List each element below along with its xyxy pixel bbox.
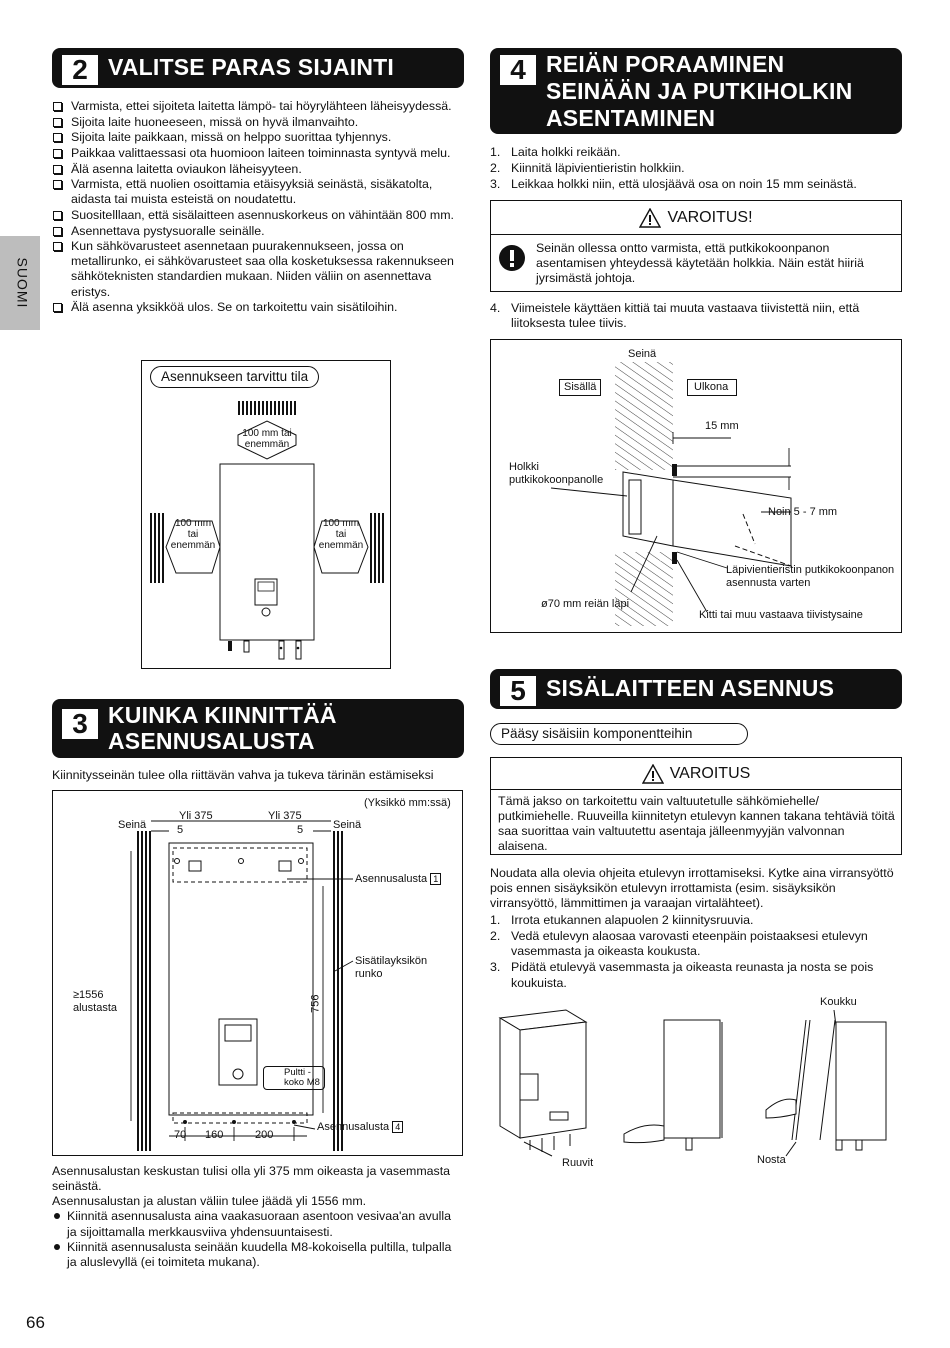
warning-triangle-icon <box>642 764 664 784</box>
section-3-header <box>52 699 464 758</box>
checklist-item: Suositelllaan, että sisälaitteen asennuskorkeus on vähintään 800 mm. <box>52 208 464 223</box>
height-label <box>73 989 117 1016</box>
warning-text: Tämä jakso on tarkoitettu vain valtuutetulle sähkömiehelle/ putkimiehelle. Ruuveilla kiinnitetyn etulevyn kannen takana tehtäviä töitä saa suorittaa vain valtuutettu asentaja jälleenmyyjän valvonnan alaisena. <box>498 794 895 854</box>
language-tab <box>0 236 40 330</box>
section-5-number: 5 <box>500 676 536 706</box>
page-number: 66 <box>26 1313 45 1332</box>
section-3-notes <box>52 1164 464 1270</box>
sleeve-label-line: putkikokoonpanolle <box>509 474 604 487</box>
drilling-steps <box>490 145 902 193</box>
clearance-figure <box>141 360 391 669</box>
unit-pipes <box>530 1134 570 1152</box>
step-text: Kiinnitä läpivientieristin holkkiin. <box>511 161 685 176</box>
dim-756: 756 <box>309 994 322 1013</box>
plate-top-label <box>355 873 441 886</box>
gap-left: 5 <box>177 824 184 836</box>
screws-label: Ruuvit <box>562 1157 594 1169</box>
checklist-item: Paikkaa valittaessasi ota huomioon laiteen toiminnasta syntyvä melu. <box>52 146 464 161</box>
warning-box-4 <box>490 200 902 292</box>
warning-header <box>491 201 901 235</box>
right-clearance-line: enemmän <box>318 540 364 551</box>
right-wall-hatch <box>370 513 384 583</box>
dim-200: 200 <box>255 1129 274 1141</box>
panel-removal-drawing <box>490 992 902 1172</box>
section-5-header <box>490 669 902 709</box>
right-clearance-line: tai <box>335 529 347 540</box>
left-clearance-line: enemmän <box>170 540 216 551</box>
checklist-item: Asennettava pystysuoralle seinälle. <box>52 224 464 239</box>
warning-triangle-icon <box>639 208 661 228</box>
section-3-title <box>108 699 337 754</box>
step-text: Irrota etukannen alapuolen 2 kiinnitysruuvia. <box>511 913 754 927</box>
inside-label: Sisällä <box>559 379 601 396</box>
screws-leader <box>524 1142 552 1156</box>
clearance-label: Asennukseen tarvittu tila <box>150 366 319 388</box>
step-item: 3. Leikkaa holkki niin, että ulosjäävä osa on noin 15 mm seinästä. <box>490 177 857 192</box>
step-item: 4. Viimeistele käyttäen kittiä tai muuta vastaava tiivistettä niin, että liitoksesta tulee tiivis. <box>490 301 860 331</box>
putty-bottom <box>672 552 677 564</box>
insulation-label <box>726 564 894 591</box>
section-3-title-line: KUINKA KIINNITTÄÄ <box>108 702 337 728</box>
step-text: Leikkaa holkki niin, että ulosjäävä osa on noin 15 mm seinästä. <box>511 177 857 192</box>
section-5-title: SISÄLAITTEEN ASENNUS <box>546 675 835 701</box>
sleeve-figure <box>490 339 902 633</box>
right-clearance-line: 100 mm <box>322 518 360 529</box>
bolt-label-line: koko M8 <box>284 1077 320 1088</box>
step-text: Vedä etulevyn alaosaa varovasti eteenpäin poistaaksesi etulevyn vasemmasta ja oikeasta koukusta. <box>511 929 868 959</box>
left-clearance-line: tai <box>187 529 199 540</box>
section-5-subtitle: Pääsy sisäisiin komponentteihin <box>490 723 748 745</box>
dim-15mm: 15 mm <box>705 420 739 432</box>
height-label-line: alustasta <box>73 1002 118 1015</box>
checklist-item: Kun sähkövarusteet asennetaan puurakennukseen, jossa on metallirunko, ei sähkövarusteet saa olla kosketuksessa rakennukseen sähköteknisten standardien mukaan. Niiden väliin on asennettava eristys. <box>52 239 464 300</box>
ceiling-hatch <box>236 401 298 415</box>
left-wall-hatch <box>137 831 151 1151</box>
checklist-item: Sijoita laite paikkaan, missä on helppo suorittaa tyhjennys. <box>52 130 464 145</box>
section-2-title: VALITSE PARAS SIJAINTI <box>108 54 394 80</box>
bolt-label-line: Pultti - <box>284 1067 311 1078</box>
outside-label: Ulkona <box>687 379 737 396</box>
left-wall-hatch <box>150 513 164 583</box>
language-tab-label: SUOMI <box>14 257 31 309</box>
top-clearance-line: enemmän <box>244 439 290 450</box>
right-clearance-text <box>316 518 366 551</box>
unit-side-lift <box>766 1020 886 1150</box>
wall-right-label: Seinä <box>333 819 362 831</box>
plate-top-num: 1 <box>430 873 441 885</box>
over375-left: Yli 375 <box>179 810 213 822</box>
step-text: Pidätä etulevyä vasemmasta ja oikeasta reunasta ja nosta se pois koukuista. <box>511 960 874 990</box>
warning-box-5 <box>490 757 902 855</box>
section-4-title-line: SEINÄÄN JA PUTKIHOLKIN <box>546 78 853 104</box>
section-3-title-line: ASENNUSALUSTA <box>108 728 315 754</box>
front-panel-steps <box>490 913 902 992</box>
hole-label: ø70 mm reiän läpi <box>541 598 630 610</box>
insulation-label-line: asennusta varten <box>726 577 811 590</box>
checklist-item: Varmista, että nuolien osoittamia etäisyyksiä seinästä, sisäkatolta, aidasta tai muista esteistä on noudatettu. <box>52 177 464 207</box>
warning-title: VAROITUS <box>669 764 751 782</box>
warning-header <box>491 758 901 790</box>
step-item: 2. Vedä etulevyn alaosaa varovasti eteenpäin poistaaksesi etulevyn vasemmasta ja oikeasta koukusta. <box>490 929 868 959</box>
wall-label: Seinä <box>628 348 657 360</box>
section-4-title <box>546 48 852 132</box>
bullet-item: Kiinnitä asennusalusta aina vaakasuoraan asentoon vesivaa'an avulla ja sijoittamalla merkkausviiva yhdensuuntaisesti. <box>52 1209 464 1239</box>
lift-leader <box>786 1142 796 1156</box>
note-bullets <box>52 1209 464 1270</box>
bolt-label <box>263 1066 325 1090</box>
unit-text: (Yksikkö mm:ssä) <box>364 797 451 809</box>
top-clearance-line: 100 mm tai <box>242 428 292 439</box>
dim-70: 70 <box>174 1129 187 1141</box>
left-clearance-line: 100 mm <box>174 518 212 529</box>
dim-160: 160 <box>205 1129 224 1141</box>
over375-right: Yli 375 <box>268 810 302 822</box>
unit-perspective <box>500 1010 586 1138</box>
insulation-plug <box>629 480 641 534</box>
warning-text: Seinän ollessa ontto varmista, että putkikokoonpanon asentamisen yhteydessä käytetään holkkia. Näin estät hiiriä jyrsimästä johtoja. <box>536 241 864 286</box>
clearance-drawing <box>142 361 392 670</box>
section-4-number: 4 <box>500 55 536 85</box>
section-4-header <box>490 48 902 134</box>
section-4-title-line: ASENTAMINEN <box>546 105 716 131</box>
step-text: Laita holkki reikään. <box>511 145 621 159</box>
note-paragraph: Asennusalustan keskustan tulisi olla yli 375 mm oikeasta ja vasemmasta seinästä. <box>52 1164 451 1194</box>
wall-left-label: Seinä <box>118 819 147 831</box>
body-label <box>355 955 427 982</box>
step-item: 3. Pidätä etulevyä vasemmasta ja oikeasta reunasta ja nosta se pois koukuista. <box>490 960 874 990</box>
plate-bottom-num: 4 <box>392 1121 403 1133</box>
location-checklist <box>52 99 464 316</box>
body-label-line: Sisätilayksikön <box>355 955 428 967</box>
height-label-line: ≥1556 <box>73 989 104 1001</box>
checklist-item: Älä asenna yksikköä ulos. Se on tarkoitettu vain sisätiloihin. <box>52 300 464 315</box>
left-clearance-text <box>168 518 218 551</box>
sleeve-label <box>509 461 603 488</box>
step-item: 1. Irrota etukannen alapuolen 2 kiinnitysruuvia. <box>490 913 754 927</box>
plate-top-text: Asennusalusta <box>355 873 428 885</box>
unit-side-pull <box>624 1020 722 1150</box>
checklist-item: Varmista, ettei sijoiteta laitetta lämpö- tai höyrylähteen läheisyydessä. <box>52 99 464 114</box>
bullet-item: Kiinnitä asennusalusta seinään kuudella M8-kokoisella pultilla, tulpalla ja aluslevyllä (ei toimiteta mukana). <box>52 1240 464 1270</box>
pipe-outer <box>673 480 791 566</box>
insulation-label-line: Läpivientieristin putkikokoonpanon <box>726 564 895 576</box>
plate-bottom-text: Asennusalusta <box>317 1121 390 1133</box>
unit-connectors <box>228 641 301 659</box>
section-2-header <box>52 48 464 88</box>
hook-label: Koukku <box>820 996 857 1008</box>
step-item: 1. Laita holkki reikään. <box>490 145 621 159</box>
note-paragraph: Asennusalustan ja alustan väliin tulee jäädä yli 1556 mm. <box>52 1194 367 1209</box>
body-label-line: runko <box>355 968 383 981</box>
section-3-intro: Kiinnitysseinän tulee olla riittävän vahva ja tukeva tärinän estämiseksi <box>52 768 434 782</box>
sleeve-label-line: Holkki <box>509 461 539 473</box>
section-3-number: 3 <box>62 709 98 739</box>
step-text: Viimeistele käyttäen kittiä tai muuta vastaava tiivistettä niin, että liitoksesta tulee tiivis. <box>511 301 860 331</box>
mounting-figure <box>52 790 463 1156</box>
indoor-unit <box>220 464 314 640</box>
top-clearance-text <box>238 428 296 450</box>
lift-label: Nosta <box>757 1154 786 1166</box>
checklist-item: Älä asenna laitetta oviaukon läheisyyteen. <box>52 162 464 177</box>
section-4-title-line: REIÄN PORAAMINEN <box>546 51 785 77</box>
checklist-item: Sijoita laite huoneeseen, missä on hyvä ilmanvaihto. <box>52 115 464 130</box>
section-2-number: 2 <box>62 55 98 85</box>
section-5-intro: Noudata alla olevia ohjeita etulevyn irrottamiseksi. Kytke aina virransyöttö pois ennen sisäyksikön etulevyn irrottamista (esim. sisäyksikön virransyöttö, lämmittimen ja varaajan virtalähteet). <box>490 866 894 911</box>
putty-label: Kitti tai muu vastaava tiivistysaine <box>699 609 863 621</box>
step-item: 2. Kiinnitä läpivientieristin holkkiin. <box>490 161 685 176</box>
gap-right: 5 <box>297 824 304 836</box>
plate-bottom-label <box>317 1121 403 1134</box>
warning-title: VAROITUS! <box>667 208 753 226</box>
exclamation-icon <box>498 244 526 272</box>
finish-step <box>490 301 902 332</box>
slope-label: Noin 5 - 7 mm <box>768 506 838 518</box>
